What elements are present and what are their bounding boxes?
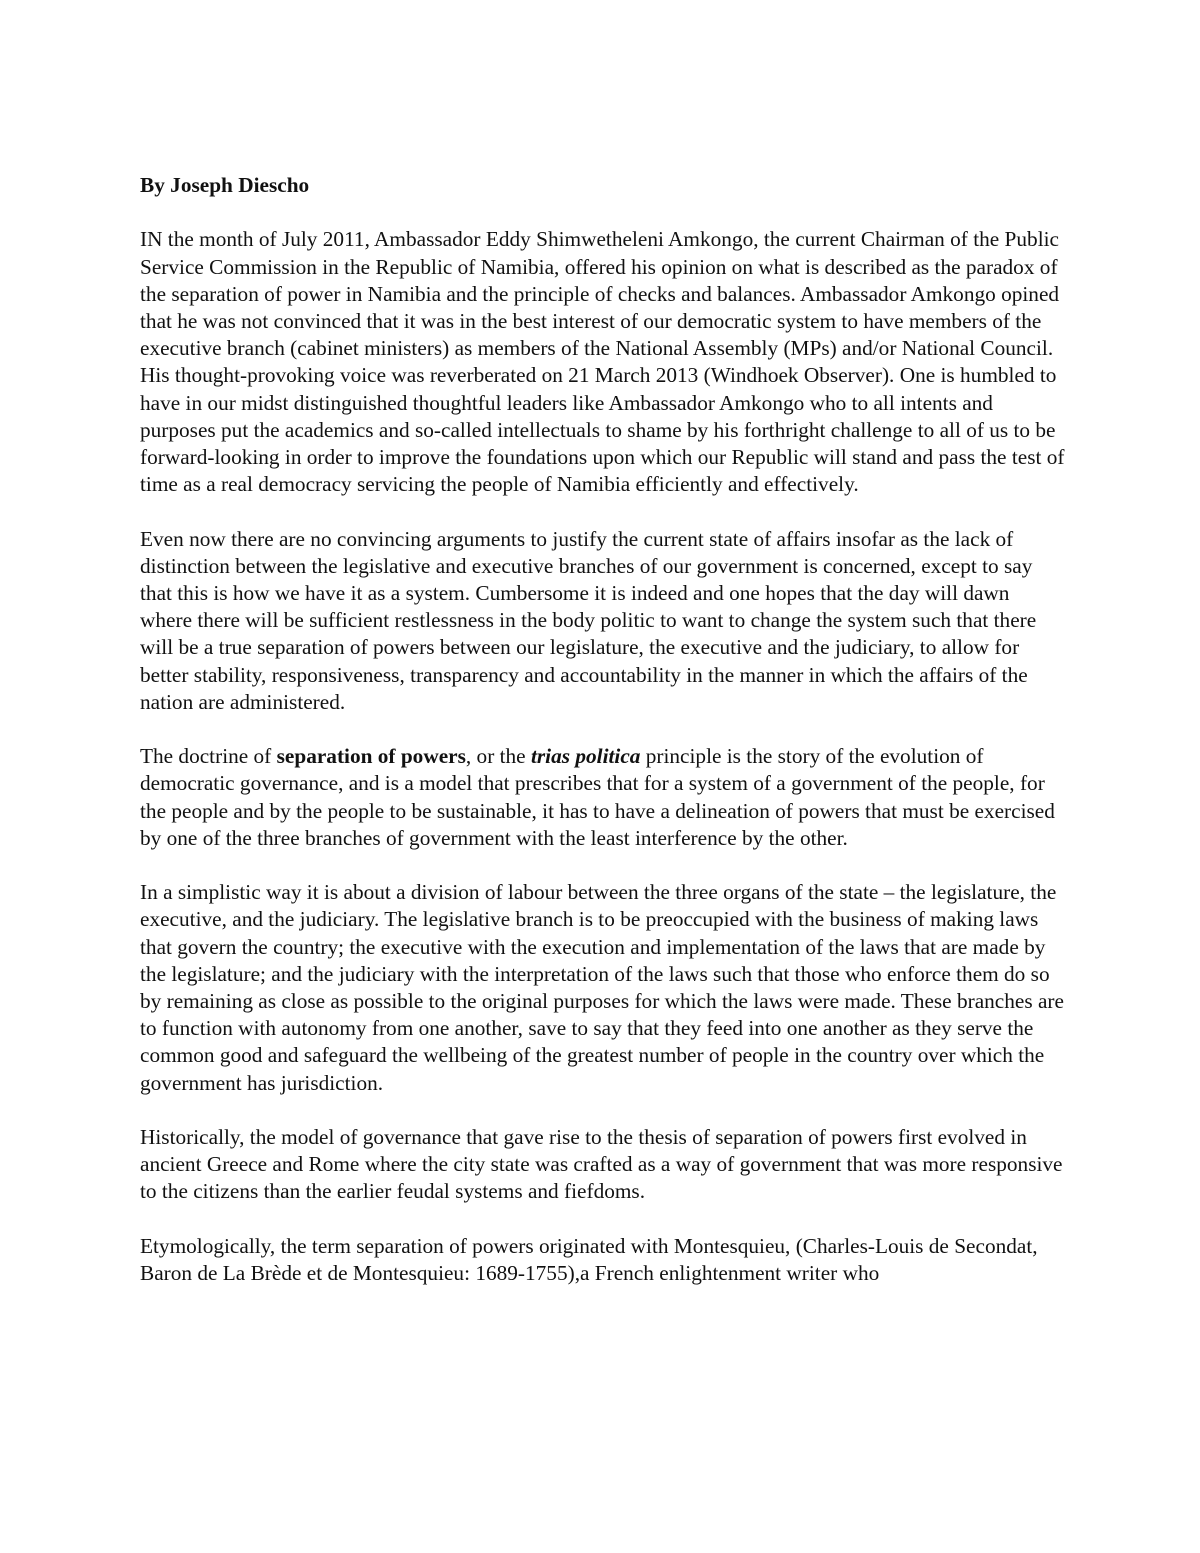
paragraph-2: Even now there are no convincing arguments to justify the current state of affairs insofar as the lack of distinction between the legislative and executive branches of our government is concerned, except to say that this is how we have it as a system. Cumbersome it is indeed and one hopes that the day will dawn where there will be sufficient restlessness in the body politic to want to change the system such that there will be a true separation of powers between our legislature, the executive and the judiciary, to allow for better stability, responsiveness, transparency and accountability in the manner in which the affairs of the nation are administered.	[140, 526, 1037, 714]
paragraph-1: IN the month of July 2011, Ambassador Eddy Shimwetheleni Amkongo, the current Chairman of the Public Service Commission in the Republic of Namibia, offered his opinion on what is described as the paradox of the separation of power in Namibia and the principle of checks and balances. Ambassador Amkongo opined that he was not convinced that it was in the best interest of our democratic system to have members of the executive branch (cabinet ministers) as members of the National Assembly (MPs) and/or National Council. His thought-provoking voice was reverberated on 21 March 2013 (Windhoek Observer). One is humbled to have in our midst distinguished thoughtful leaders like Ambassador Amkongo who to all intents and purposes put the academics and so-called intellectuals to shame by his forthright challenge to all of us to be forward-looking in order to improve the foundations upon which our Republic will stand and pass the test of time as a real democracy servicing the people of Namibia efficiently and effectively.	[140, 227, 1065, 497]
document-page	[140, 172, 1065, 1314]
paragraph-3-text-b: , or the	[465, 744, 531, 769]
paragraph-3-text-a: The doctrine of	[140, 744, 277, 769]
term-trias-politica: trias politica	[530, 744, 641, 769]
paragraph-3-text-c: principle is the story of the evolution of democratic governance, and is a model that prescribes that for a system of a government of the people, for the people and by the people to be sustainable, it has to have a delineation of powers that must be exercised by one of the three branches of government with the least interference by the other.	[140, 744, 1055, 850]
paragraph-3	[140, 743, 1065, 852]
term-separation-of-powers: separation of powers	[276, 744, 466, 769]
paragraph-4: In a simplistic way it is about a division of labour between the three organs of the state – the legislature, the executive, and the judiciary. The legislative branch is to be preoccupied with the business of making laws that govern the country; the executive with the execution and implementation of the laws that are made by the legislature; and the judiciary with the interpretation of the laws such that those who enforce them do so by remaining as close as possible to the original purposes for which the laws were made. These branches are to function with autonomy from one another, save to say that they feed into one another as they serve the common good and safeguard the wellbeing of the greatest number of people in the country over which the government has jurisdiction.	[140, 880, 1064, 1095]
paragraph-5: Historically, the model of governance that gave rise to the thesis of separation of powers first evolved in ancient Greece and Rome where the city state was crafted as a way of government that was more responsive to the citizens than the earlier feudal systems and fiefdoms.	[140, 1125, 1063, 1204]
author-byline: By Joseph Diescho	[140, 173, 310, 197]
paragraph-6: Etymologically, the term separation of powers originated with Montesquieu, (Charles-Louis de Secondat, Baron de La Brède et de Montesquieu: 1689-1755),a French enlightenment writer who	[140, 1233, 1038, 1286]
